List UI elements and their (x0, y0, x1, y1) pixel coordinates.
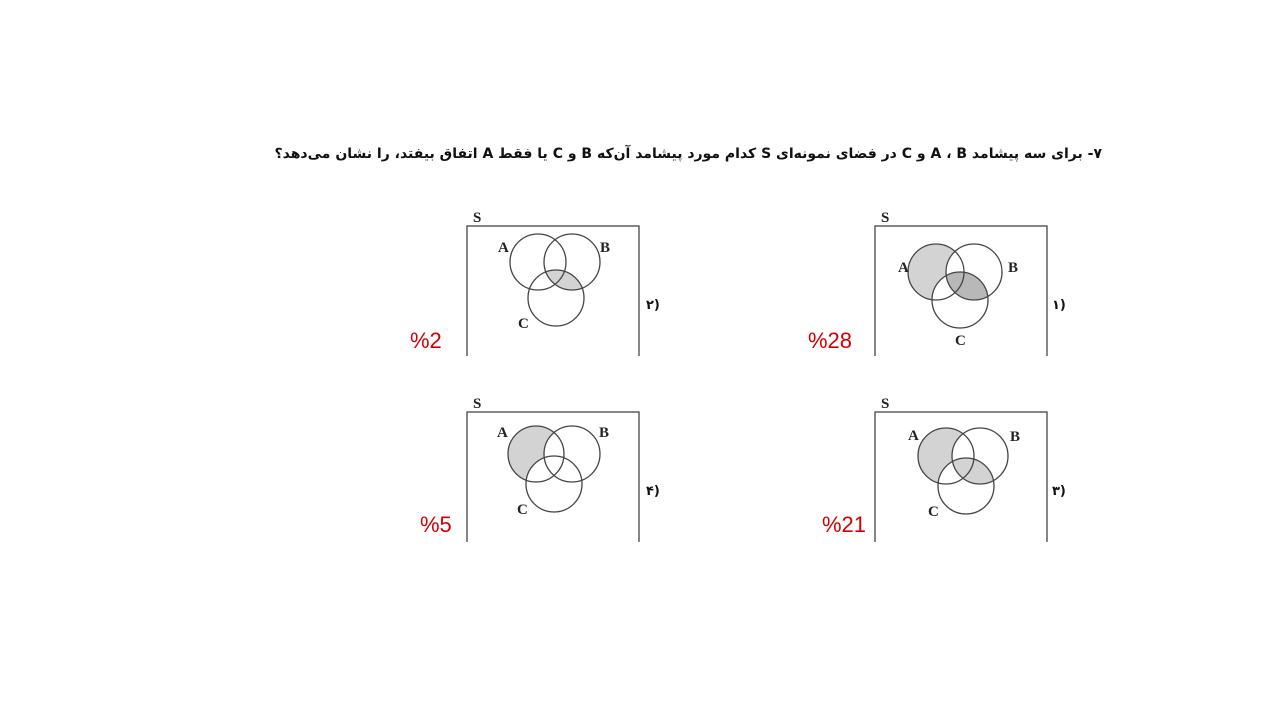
label-set-a: A (497, 425, 508, 441)
label-set-b: B (600, 240, 611, 256)
option-2-number: ۲) (646, 298, 660, 313)
venn-diagram-option-3 (866, 392, 1066, 542)
label-space-s: S (881, 396, 890, 412)
label-space-s: S (473, 396, 482, 412)
option-1-percent: %28 (808, 328, 853, 353)
label-set-a: A (908, 428, 919, 444)
label-set-a: A (898, 260, 909, 276)
option-2-percent: %2 (410, 328, 442, 353)
venn-diagram-option-4 (458, 392, 658, 542)
option-4-percent: %5 (420, 512, 452, 537)
label-set-a: A (498, 240, 509, 256)
venn-diagram-option-2 (458, 206, 658, 356)
option-4-number: ۴) (646, 484, 660, 499)
label-set-b: B (1010, 429, 1021, 445)
label-set-c: C (928, 504, 939, 520)
label-space-s: S (881, 210, 890, 226)
label-set-c: C (955, 333, 966, 349)
option-3-number: ۳) (1052, 484, 1066, 499)
label-space-s: S (473, 210, 482, 226)
option-3-percent: %21 (822, 512, 867, 537)
option-1-number: ۱) (1052, 298, 1066, 313)
label-set-b: B (1008, 260, 1019, 276)
label-set-c: C (518, 316, 529, 332)
label-set-b: B (599, 425, 610, 441)
label-set-c: C (517, 502, 528, 518)
venn-diagram-option-1 (866, 206, 1066, 356)
question-text: ۷- برای سه پیشامد A ، B و C در فضای نمونه‌ای S کدام مورد پیشامد آن‌که B و C یا فقط A اتفاق بیفتد، را نشان می‌دهد؟ (274, 146, 1102, 162)
